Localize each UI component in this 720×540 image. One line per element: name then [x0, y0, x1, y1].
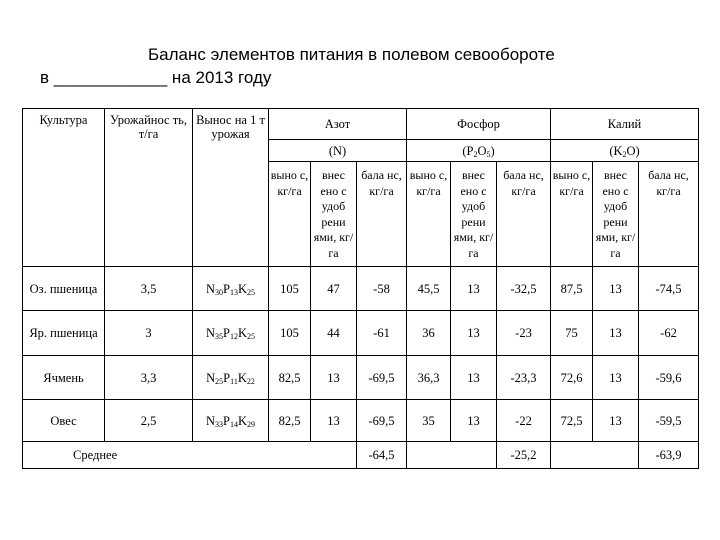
p-balance-cell: -32,5: [497, 267, 551, 311]
formula-cell: $N_{33}P_{14}K_{29}$: [193, 400, 269, 442]
n-applied-cell: 47: [311, 267, 357, 311]
header-potassium-symbol: $(K_2O)$: [551, 140, 699, 162]
k-removed-cell: 87,5: [551, 267, 593, 311]
k-removed-cell: 72,5: [551, 400, 593, 442]
yield-cell: 3,5: [105, 267, 193, 311]
culture-cell: Оз. пшеница: [23, 267, 105, 311]
p-balance-cell: -22: [497, 400, 551, 442]
table-row: [23, 400, 699, 442]
k-removed-cell: 75: [551, 311, 593, 356]
average-k-balance: -63,9: [639, 442, 699, 469]
average-n-balance: -64,5: [357, 442, 407, 469]
formula-cell: $N_{30}P_{13}K_{25}$: [193, 267, 269, 311]
k-balance-cell: -62: [639, 311, 699, 356]
header-n-applied: внес ено с удоб рени ями, кг/га: [311, 162, 357, 267]
n-applied-cell: 44: [311, 311, 357, 356]
n-balance-cell: -61: [357, 311, 407, 356]
n-removed-cell: 105: [269, 267, 311, 311]
k-applied-cell: 13: [593, 267, 639, 311]
k-balance-cell: -59,5: [639, 400, 699, 442]
k-balance-cell: -59,6: [639, 356, 699, 400]
culture-cell: Яр. пшеница: [23, 311, 105, 356]
yield-cell: 3,3: [105, 356, 193, 400]
header-k-removed: выно с, кг/га: [551, 162, 593, 267]
average-p-balance: -25,2: [497, 442, 551, 469]
average-row: [23, 442, 699, 469]
title-line-1: Баланс элементов питания в полевом севообороте: [148, 45, 555, 64]
nutrient-balance-table: [22, 108, 699, 469]
header-row-1: [23, 109, 699, 140]
header-yield: Урожайнос ть, т/га: [105, 109, 193, 267]
n-balance-cell: -69,5: [357, 400, 407, 442]
culture-cell: Ячмень: [23, 356, 105, 400]
yield-cell: 3: [105, 311, 193, 356]
n-balance-cell: -58: [357, 267, 407, 311]
culture-cell: Овес: [23, 400, 105, 442]
p-balance-cell: -23: [497, 311, 551, 356]
p-applied-cell: 13: [451, 356, 497, 400]
header-p-balance: бала нс, кг/га: [497, 162, 551, 267]
p-removed-cell: 36: [407, 311, 451, 356]
header-k-applied: внес ено с удоб рени ями, кг/га: [593, 162, 639, 267]
header-n-balance: бала нс, кг/га: [357, 162, 407, 267]
header-nitrogen: Азот: [269, 109, 407, 140]
average-p-empty: [407, 442, 497, 469]
n-applied-cell: 13: [311, 400, 357, 442]
header-culture: Культура: [23, 109, 105, 267]
header-n-removed: выно с, кг/га: [269, 162, 311, 267]
formula-cell: $N_{25}P_{11}K_{22}$: [193, 356, 269, 400]
n-removed-cell: 105: [269, 311, 311, 356]
n-removed-cell: 82,5: [269, 400, 311, 442]
k-applied-cell: 13: [593, 400, 639, 442]
table-row: [23, 311, 699, 356]
p-removed-cell: 45,5: [407, 267, 451, 311]
n-balance-cell: -69,5: [357, 356, 407, 400]
p-applied-cell: 13: [451, 311, 497, 356]
header-p-applied: внес ено с удоб рени ями, кг/га: [451, 162, 497, 267]
formula-cell: $N_{35}P_{12}K_{25}$: [193, 311, 269, 356]
average-k-empty: [551, 442, 639, 469]
p-removed-cell: 36,3: [407, 356, 451, 400]
average-label: Среднее: [23, 442, 357, 469]
p-balance-cell: -23,3: [497, 356, 551, 400]
p-applied-cell: 13: [451, 400, 497, 442]
k-applied-cell: 13: [593, 356, 639, 400]
header-nitrogen-symbol: (N): [269, 140, 407, 162]
header-phosphorus-symbol: $(P_2O_5)$: [407, 140, 551, 162]
yield-cell: 2,5: [105, 400, 193, 442]
k-applied-cell: 13: [593, 311, 639, 356]
header-p-removed: выно с, кг/га: [407, 162, 451, 267]
table-row: [23, 267, 699, 311]
k-balance-cell: -74,5: [639, 267, 699, 311]
n-removed-cell: 82,5: [269, 356, 311, 400]
p-removed-cell: 35: [407, 400, 451, 442]
header-phosphorus: Фосфор: [407, 109, 551, 140]
table-row: [23, 356, 699, 400]
header-potassium: Калий: [551, 109, 699, 140]
p-applied-cell: 13: [451, 267, 497, 311]
k-removed-cell: 72,6: [551, 356, 593, 400]
n-applied-cell: 13: [311, 356, 357, 400]
header-k-balance: бала нс, кг/га: [639, 162, 699, 267]
title-line-2: в ____________ на 2013 году: [40, 68, 272, 87]
header-removal: Вынос на 1 т урожая: [193, 109, 269, 267]
